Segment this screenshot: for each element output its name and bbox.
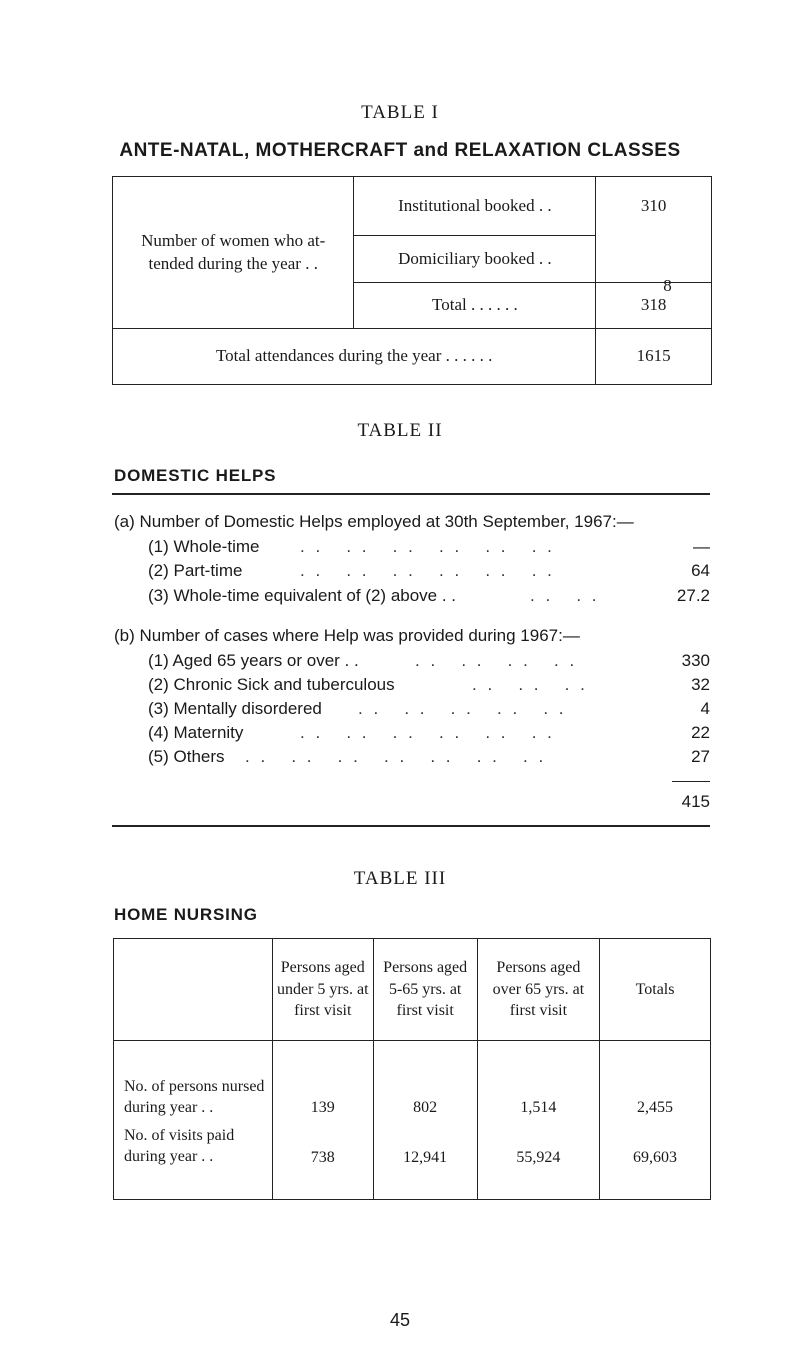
table2-a-item-value: 64 (691, 561, 710, 580)
table1 (112, 176, 712, 385)
table3-column-header: Totals (600, 939, 711, 1041)
table3-header-blank (114, 939, 273, 1041)
table2-b-item-value: 22 (691, 723, 710, 742)
table2-a-item-label: (3) Whole-time equivalent of (2) above . . (148, 586, 457, 605)
leader-dots: . . . . (530, 586, 600, 605)
leader-dots: . . . . . . . . . . . . . . (245, 747, 547, 766)
leader-dots: . . . . . . . . . . . . (300, 723, 555, 742)
leader-dots: . . . . . . . . (415, 651, 578, 670)
table2-b-item-value: 330 (681, 651, 710, 670)
table-row (114, 1125, 711, 1200)
table3-cell: 12,941 (373, 1125, 477, 1200)
table3-cell: 2,455 (600, 1041, 711, 1125)
table2-b-item-label: (5) Others (148, 747, 225, 766)
table1-attendances-label: Total attendances during the year . . . . . . (113, 329, 596, 385)
table1-women-label: Number of women who at- tended during the year . . (113, 177, 354, 329)
table1-attendances-value: 1615 (596, 329, 712, 385)
table2-heading: DOMESTIC HELPS (114, 466, 277, 485)
table3-cell: 139 (272, 1041, 373, 1125)
section-divider (112, 825, 710, 827)
table2-b-item-value: 27 (691, 747, 710, 766)
table3-cell: 55,924 (477, 1125, 599, 1200)
page-number: 45 (389, 1310, 411, 1330)
table3-cell: 69,603 (600, 1125, 711, 1200)
table2-b-item-value: 4 (700, 699, 710, 718)
table3-column-header: Persons aged 5-65 yrs. at first visit (373, 939, 477, 1041)
table2-b-item-label: (4) Maternity (148, 723, 244, 742)
table1-row-value: 8 (663, 276, 672, 295)
table3-column-header: Persons aged over 65 yrs. at first visit (477, 939, 599, 1041)
table3-row-label: No. of visits paid during year . . (114, 1125, 273, 1200)
table1-row-label: Domiciliary booked . . (354, 236, 596, 283)
table2-b-item-label: (3) Mentally disordered (148, 699, 322, 718)
leader-dots: . . . . . . . . . . . . (300, 537, 555, 556)
table3-cell: 738 (272, 1125, 373, 1200)
table1-subtitle: ANTE-NATAL, MOTHERCRAFT and RELAXATION CLASSES (119, 140, 681, 161)
table3-row-label: No. of persons nursed during year . . (114, 1041, 273, 1125)
table3-cell: 802 (373, 1041, 477, 1125)
table3-column-header: Persons aged under 5 yrs. at first visit (272, 939, 373, 1041)
leader-dots: . . . . . . (472, 675, 588, 694)
table3-title: TABLE III (353, 868, 447, 889)
table2-b-item-label: (2) Chronic Sick and tuberculous (148, 675, 395, 694)
table2-a-item-label: (1) Whole-time (148, 537, 260, 556)
table1-row-label: Institutional booked . . (354, 177, 596, 236)
table2-b-total: 415 (681, 792, 710, 811)
section-divider (112, 493, 710, 495)
table3-heading: HOME NURSING (114, 905, 258, 924)
table3-cell: 1,514 (477, 1041, 599, 1125)
table1-row-label: Total . . . . . . (354, 283, 596, 329)
table2-b-label: (b) Number of cases where Help was provided during 1967:— (114, 626, 580, 645)
table2-a-item-value: 27.2 (676, 586, 710, 605)
table1-row-value: 318 (596, 283, 712, 329)
table-row (114, 1041, 711, 1125)
sum-rule (672, 781, 710, 782)
table2-title: TABLE II (357, 420, 443, 441)
table2-a-item-value: — (693, 537, 710, 556)
table2-a-item-label: (2) Part-time (148, 561, 243, 580)
leader-dots: . . . . . . . . . . (358, 699, 567, 718)
table3 (113, 938, 711, 1200)
table2-b-item-label: (1) Aged 65 years or over . . (148, 651, 359, 670)
table1-title: TABLE I (361, 102, 439, 123)
table2-b-item-value: 32 (691, 675, 710, 694)
leader-dots: . . . . . . . . . . . . (300, 561, 555, 580)
table1-row-value: 310 (596, 177, 712, 283)
table2-a-label: (a) Number of Domestic Helps employed at 30th September, 1967:— (114, 512, 634, 531)
